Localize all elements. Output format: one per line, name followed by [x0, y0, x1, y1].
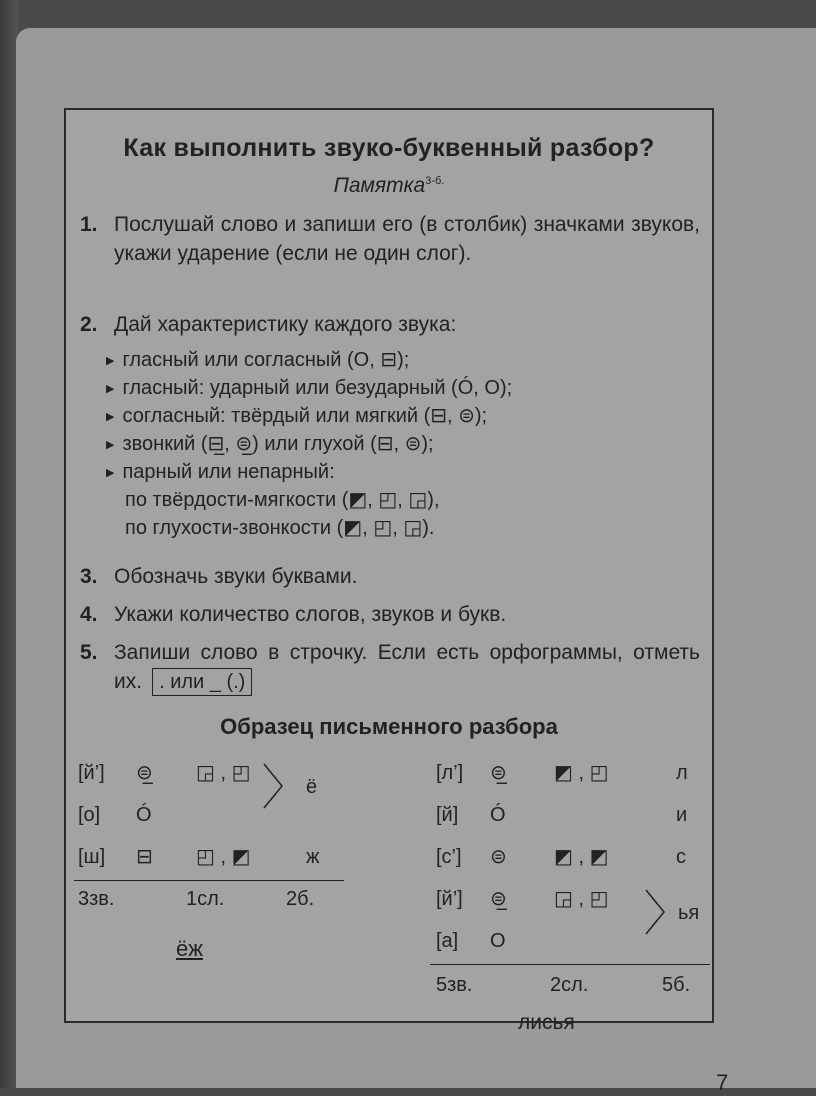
step-text: Послушай слово и запиши его (в столбик) значками звуков, укажи ударение (если не один слог).	[114, 213, 700, 265]
bullet-subline: по глухости-звонкости (◩, ◰, ◲).	[125, 517, 435, 539]
word: лисья	[518, 1011, 575, 1034]
sound: [й’]	[78, 762, 105, 784]
bullet-item: ▶ звонкий (⊟̲, ⊜̲) или глухой (⊟, ⊜);	[106, 430, 434, 459]
bullet-item: ▶ согласный: твёрдый или мягкий (⊟, ⊜);	[106, 402, 487, 431]
step-number: 2.	[80, 313, 98, 336]
sample-title: Образец письменного разбора	[220, 714, 558, 739]
sound-symbol: Ó	[490, 804, 506, 826]
sound: [л’]	[436, 762, 464, 784]
step-text: Запиши слово в строчку. Если есть орфограммы, отметь их. . или _ (.)	[114, 638, 700, 696]
page-number: 7	[716, 1070, 729, 1095]
sound: [ш]	[78, 846, 106, 868]
pair-symbols: ◩ , ◰	[554, 762, 609, 784]
bullet-item: ▶ парный или непарный:	[106, 458, 335, 487]
bullet-item: ▶ гласный: ударный или безударный (Ó, О);	[106, 374, 512, 403]
memo-subtitle: Памятка$^{3-б.}$	[333, 174, 445, 197]
step-4	[80, 600, 700, 629]
sound-symbol: ⊜	[490, 846, 507, 868]
letter: л	[676, 762, 688, 784]
pair-symbols: ◲ , ◰	[554, 888, 609, 910]
sound: [а]	[436, 930, 459, 952]
step-5	[80, 638, 700, 693]
sound: [с’]	[436, 846, 462, 868]
sound: [й]	[436, 804, 459, 826]
sound-symbol: ⊜̲	[490, 888, 507, 910]
sound-symbol: ⊟	[136, 846, 153, 868]
step-number: 1.	[80, 213, 98, 236]
bullet-subline: по твёрдости-мягкости (◩, ◰, ◲),	[125, 489, 440, 511]
letter: с	[676, 846, 686, 868]
letter: и	[676, 804, 688, 826]
memo-box	[64, 108, 714, 1034]
pair-symbols: ◰ , ◩	[196, 846, 251, 868]
total-syllables: 1сл.	[186, 888, 225, 910]
pair-symbols: ◲ , ◰	[196, 762, 251, 784]
brace-letter: ья	[678, 902, 700, 924]
sound: [о]	[78, 804, 101, 826]
total-sounds: 5зв.	[436, 974, 473, 996]
step-1	[80, 210, 700, 265]
step-text: Укажи количество слогов, звуков и букв.	[114, 603, 507, 626]
brace-icon	[644, 888, 668, 936]
total-letters: 5б.	[662, 974, 691, 996]
sound-symbol: ⊜̲	[136, 762, 153, 784]
orthogram-marks: . или _ (.)	[152, 668, 252, 696]
memo-title: Как выполнить звуко-буквенный разбор?	[123, 134, 655, 162]
total-letters: 2б.	[286, 888, 315, 910]
step-number: 5.	[80, 641, 98, 664]
step-text: Обозначь звуки буквами.	[114, 565, 358, 588]
divider	[430, 964, 710, 965]
step-number: 3.	[80, 565, 98, 588]
sound-symbol: Ó	[136, 804, 152, 826]
step-text: Дай характеристику каждого звука:	[114, 313, 457, 336]
sound: [й’]	[436, 888, 463, 910]
sound-symbol: ⊜̲	[490, 762, 507, 784]
step-2	[80, 310, 700, 339]
word: ёж	[176, 936, 203, 961]
step-number: 4.	[80, 603, 98, 626]
step-3	[80, 562, 700, 591]
pair-symbols: ◩ , ◩	[554, 846, 609, 868]
sound-symbol: О	[490, 930, 506, 952]
letter: ж	[306, 846, 320, 868]
divider	[74, 880, 344, 881]
brace-icon	[262, 762, 286, 810]
book-page	[16, 28, 816, 1095]
total-syllables: 2сл.	[550, 974, 589, 996]
bullet-item: ▶ гласный или согласный (О, ⊟);	[106, 346, 409, 375]
total-sounds: 3зв.	[78, 888, 115, 910]
brace-letter: ё	[306, 776, 318, 798]
